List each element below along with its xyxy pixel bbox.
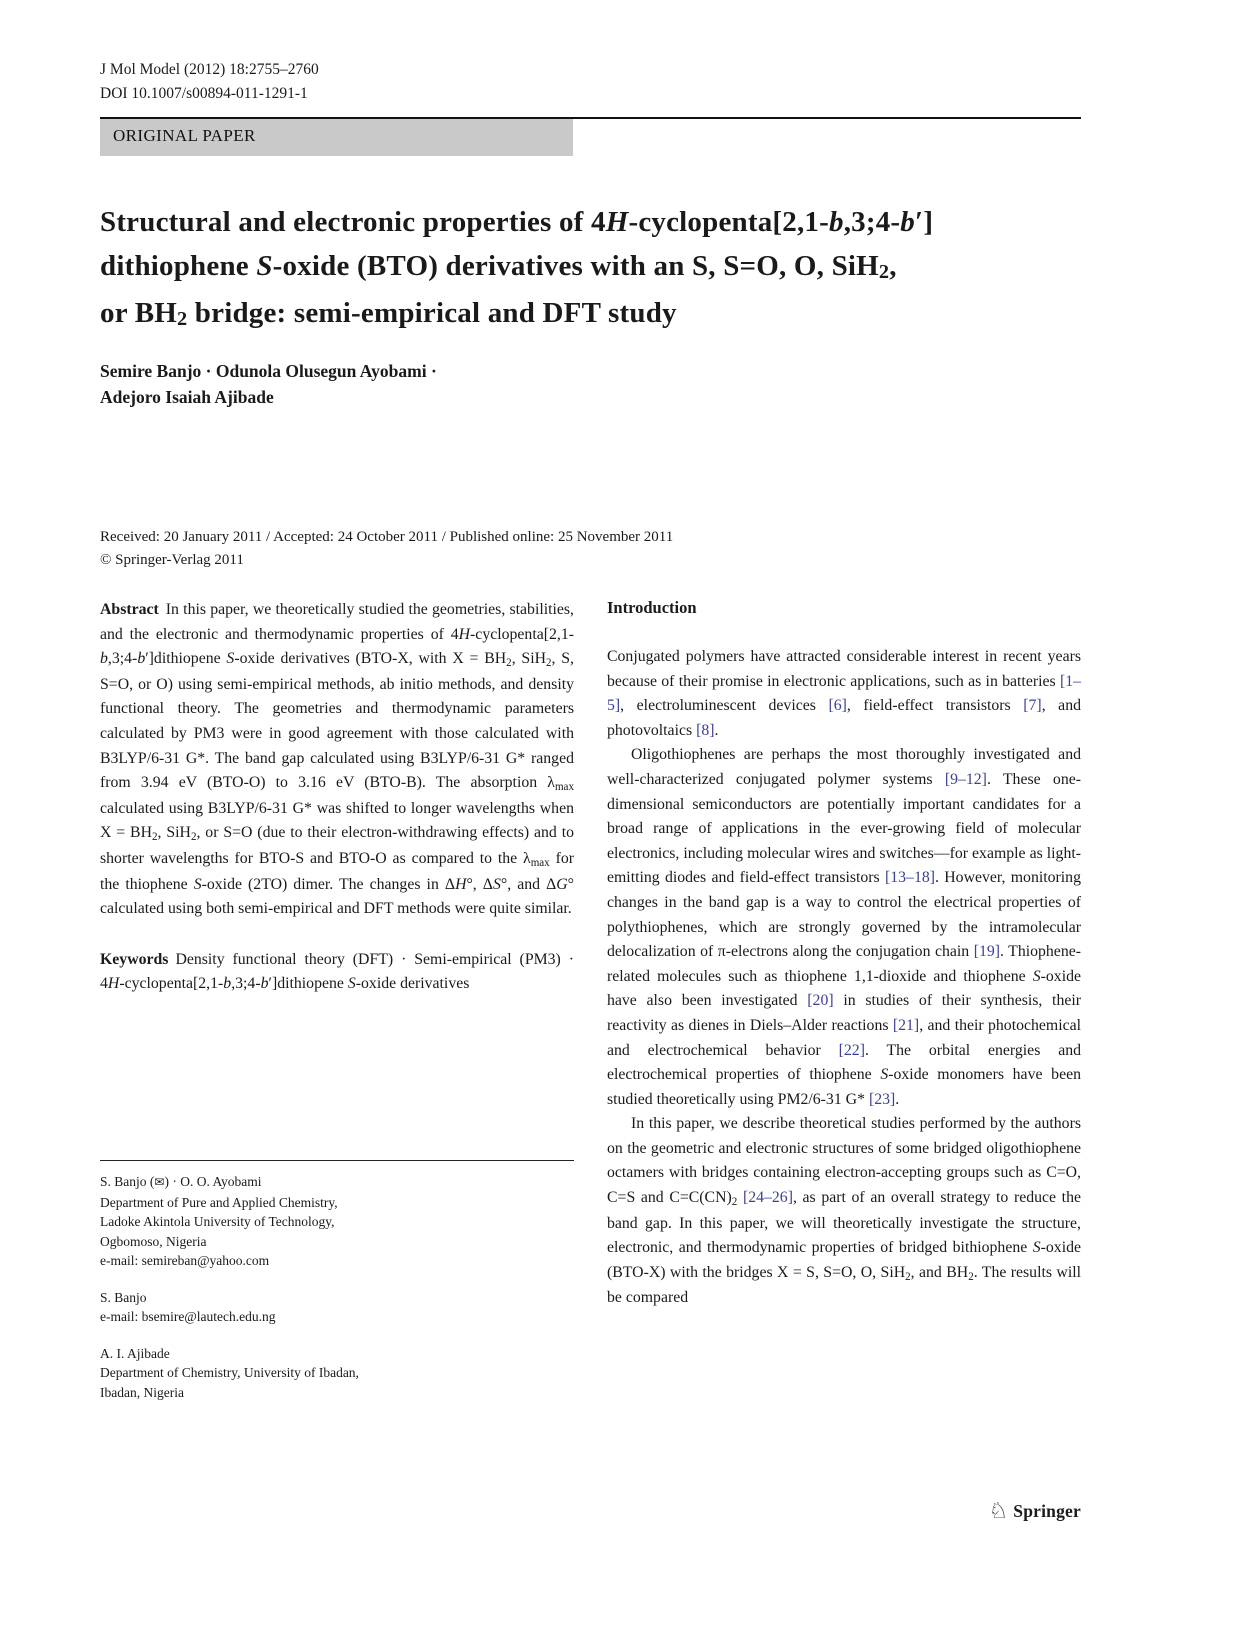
citation-link[interactable]: [19]: [973, 943, 1001, 961]
left-column: [100, 598, 574, 997]
citation-link[interactable]: [13–18]: [885, 869, 936, 887]
right-column: [607, 598, 1081, 1311]
springer-wordmark: Springer: [1013, 1500, 1081, 1521]
springer-logo-icon: ♘: [988, 1498, 1009, 1523]
abstract-label: Abstract: [100, 601, 159, 618]
citation-link[interactable]: [24–26]: [742, 1189, 793, 1207]
citation-link[interactable]: [23]: [868, 1090, 896, 1108]
publisher-footer: [989, 1500, 1081, 1522]
introduction-heading: Introduction: [607, 598, 697, 617]
keywords-text: Density functional theory (DFT) · Semi-empirical (PM3) · 4H-cyclopenta[2,1-b,3;4-b′]dithiopene S-oxide derivatives: [100, 950, 574, 993]
citation-link[interactable]: [22]: [838, 1041, 865, 1059]
citation-link[interactable]: [8]: [696, 721, 715, 739]
citation-link[interactable]: [7]: [1023, 697, 1042, 715]
envelope-icon: ✉: [154, 1175, 165, 1189]
introduction-paragraph: Conjugated polymers have attracted considerable interest in recent years because of their promise in electronic applications, such as in batteries [1–5], electroluminescent devices [6], field-effect transistors [7], and photovoltaics [8].: [607, 648, 1081, 739]
author-list: Semire Banjo · Odunola Olusegun Ayobami · Adejoro Isaiah Ajibade: [100, 361, 437, 407]
correspondence-block: A. I. Ajibade Department of Chemistry, University of Ibadan, Ibadan, Nigeria: [100, 1345, 359, 1400]
introduction-paragraph: Oligothiophenes are perhaps the most thoroughly investigated and well-characterized conjugated polymer systems [9–12]. These one-dimensional semiconductors are potentially important candidates for a broad range of applications in the ever-growing field of molecular electronics, including molecular wires and switches—for example as light-emitting diodes and field-effect transistors [13–18]. However, monitoring changes in the band gap is a way to control the electrical properties of polythiophenes, which are strongly governed by the intramolecular delocalization of π-electrons along the conjugation chain [19]. Thiophene-related molecules such as thiophene 1,1-dioxide and thiophene S-oxide have also been investigated [20] in studies of their synthesis, their reactivity as dienes in Diels–Alder reactions [21], and their photochemical and electrochemical behavior [22]. The orbital energies and electrochemical properties of thiophene S-oxide monomers have been studied theoretically using PM2/6-31 G* [23].: [607, 746, 1082, 1108]
article-title: Structural and electronic properties of 4H-cyclopenta[2,1-b,3;4-b′] dithiophene S-oxide (BTO) derivatives with an S, S=O, O, SiH$_2$, or $BH_2$ bridge: semi-empirical and DFT study: [100, 206, 934, 330]
keywords-label: Keywords: [100, 950, 169, 968]
citation-link[interactable]: [21]: [892, 1016, 920, 1034]
copyright-line: © Springer-Verlag 2011: [100, 552, 244, 568]
history-block: [100, 526, 673, 572]
citation-link[interactable]: [20]: [807, 992, 834, 1010]
journal-reference: J Mol Model (2012) 18:2755–2760: [100, 61, 319, 78]
correspondence-footnote: [100, 1160, 574, 1402]
abstract-paragraph: [100, 598, 574, 922]
doi: DOI 10.1007/s00894-011-1291-1: [100, 85, 308, 102]
footnote-divider: [100, 1160, 574, 1161]
header-meta: [100, 58, 319, 106]
article-type-label: ORIGINAL PAPER: [113, 126, 256, 145]
abstract-text: In this paper, we theoretically studied the geometries, stabilities, and the electronic and thermodynamic properties of 4H-cyclopenta[2,1-b,3;4-b′]dithiopene S-oxide derivatives (BTO-X, with $X = BH_2$, SiH$_2$, S, S=O, or O) using semi-empirical methods, ab initio methods, and density functional theory. The geometries and thermodynamic parameters calculated by PM3 were in good agreement with those calculated with B3LYP/6-31 G*. The band gap calculated using B3LYP/6-31 G* ranged from 3.94 eV (BTO-O) to 3.16 eV (BTO-B). The absorption $\lambda_{max}$ calculated using B3LYP/6-31 G* was shifted to longer wavelengths when $X = BH_2$, SiH$_2$, or S=O (due to their electron-withdrawing effects) and to shorter wavelengths for BTO-S and BTO-O as compared to the $\lambda_{max}$ for the thiophene S-oxide (2TO) dimer. The changes in ΔH°, ΔS°, and ΔG° calculated using both semi-empirical and DFT methods were quite similar.: [100, 601, 575, 918]
article-type-banner: [100, 119, 573, 156]
correspondence-block: S. Banjo e-mail: bsemire@lautech.edu.ng: [100, 1289, 276, 1324]
keywords-paragraph: [100, 948, 574, 997]
introduction-paragraph: In this paper, we describe theoretical studies performed by the authors on the geometric and electronic structures of some bridged oligothiophene octamers with bridges containing electron-accepting groups such as C=O, C=S and $C=C(CN)_2$ [24–26], as part of an overall strategy to reduce the band gap. In this paper, we will theoretically investigate the structure, electronic, and thermodynamic properties of bridged bithiophene S-oxide (BTO-X) with the bridges X = S, S=O, O, SiH$_2$, and $BH_2$. The results will be compared: [607, 1115, 1081, 1307]
correspondence-block: S. Banjo (✉) · O. O. Ayobami Department of Pure and Applied Chemistry, Ladoke Akintola University of Technology, Ogbomoso, Nigeria e-mail: semireban@yahoo.com: [100, 1174, 338, 1268]
received-accepted-line: Received: 20 January 2011 / Accepted: 24 October 2011 / Published online: 25 November 2011: [100, 529, 674, 545]
citation-link[interactable]: [6]: [828, 697, 847, 715]
citation-link[interactable]: [1–5]: [607, 672, 1081, 715]
citation-link[interactable]: [9–12]: [944, 770, 987, 788]
